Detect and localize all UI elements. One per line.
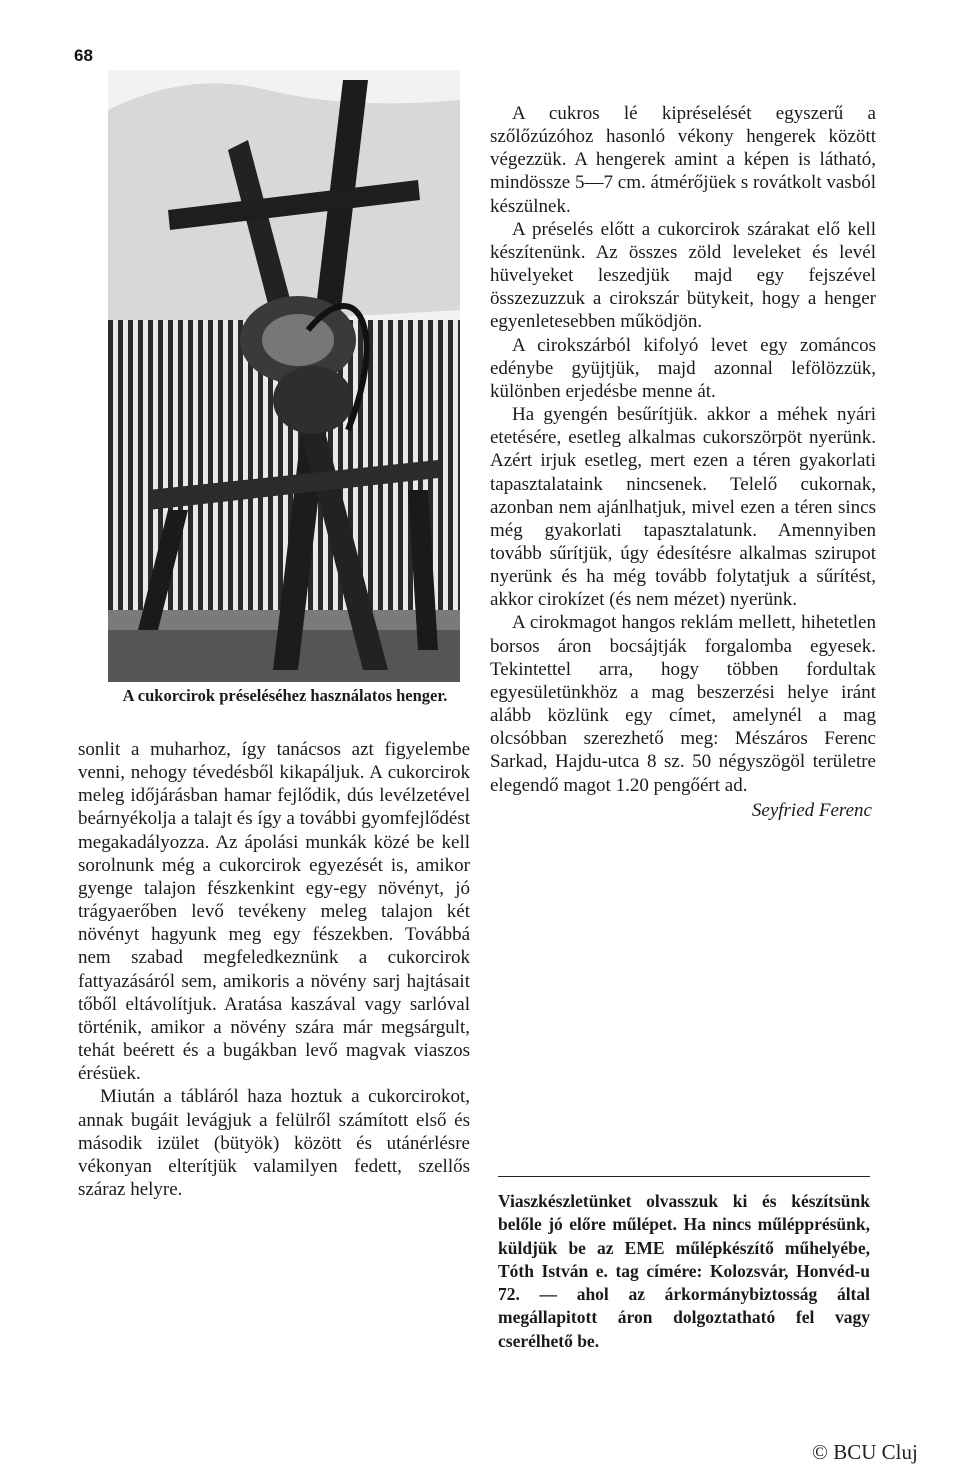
divider — [498, 1176, 870, 1177]
press-roller-illustration — [108, 70, 460, 682]
copyright-notice: © BCU Cluj — [812, 1440, 918, 1464]
paragraph: Miután a tábláról haza hoztuk a cukorcirokot, annak bugáit levágjuk a felülről számított első és második izület (bütyök) között és utánérlésre vékonyan elterítjük valamilyen fedett, szellős száraz helyre. — [78, 1086, 470, 1200]
page-number: 68 — [74, 46, 93, 65]
left-column — [78, 738, 470, 1201]
photo-caption: A cukorcirok préseléséhez használatos henger. — [122, 686, 448, 705]
author-signature: Seyfried Ferenc — [751, 799, 872, 821]
paragraph: A préselés előtt a cukorcirok szárakat elő kell készítenünk. Az összes zöld leveleket és levél hüvelyeket leszedjük majd egy fejszével összezuzzuk a cirokszár bütykeit, hogy a henger egyenletesebben működjön. — [490, 218, 876, 333]
paragraph: A cirokmagot hangos reklám mellett, hihetetlen borsos áron bocsájtják forgalomba egyesek. Tekintettel arra, hogy többen fordultak egyesületünkhöz a mag beszerzési helye iránt alább közlünk egy címet, amelynél a mag olcsóbban szerezhető meg: Mészáros Ferenc Sarkad, Hajdu-utca 8 sz. 50 négyszögöl területre elegendő magot 1.20 pengőért ad. — [490, 612, 876, 796]
beeswax-notice: Viaszkészletünket olvasszuk ki és készítsünk belőle jó előre műlépet. Ha nincs műlépprésünk, küldjük be az EME műlépkészítő műhelyébe, Tóth István e. tag címére: Kolozsvár, Honvéd-u 72. — ahol az árkormánybiztosság által megállapitott áron dolgoztatható fel vagy cserélhető be. — [498, 1191, 870, 1351]
paragraph: sonlit a muharhoz, így tanácsos azt figyelembe venni, nehogy tévedésből kikapáljuk. A cukorcirok meleg időjárásban hamar fejlődik, dús levélzetével beárnyékolja a talajt és így a további gyomfejlődést megakadályozza. Az ápolási munkák közé be kell sorolnunk még a cukorcirok egyezését is, amikor gyenge talajon fészkenkint egy-egy növényt, jó trágyaerőben levő tevékeny meleg talajon két növényt hagyunk meg egy fészekben. Továbbá nem szabad megfeledkeznünk a cukorcirok fattyazásáról sem, amikoris a növény sarj hajtásait tőből eltávolítjuk. Aratása kaszával vagy sarlóval történik, amikor a növény szára már megsárgult, tehát beérett és a bugákban levő magvak viaszos érésüek. — [78, 739, 471, 1085]
right-column — [490, 102, 876, 823]
paragraph: A cukros lé kipréselését egyszerű a szőlőzúzóhoz hasonló vékony hengerek között végezzük. A hengerek amint a képen is látható, mindössze 5—7 cm. átmérőjüek s rovátkolt vasból készülnek. — [490, 103, 876, 217]
press-roller-photo — [108, 70, 460, 682]
paragraph: A cirokszárból kifolyó levet egy zománcos edénybe gyüjtjük, majd azonnal lefölözzük, különben erjedésbe menne át. — [490, 334, 876, 402]
paragraph: Ha gyengén besűrítjük. akkor a méhek nyári etetésére, esetleg alkalmas cukorszörpöt nyerünk. Azért irjuk esetleg, mert ezen a téren gyakorlati tapasztalataink nincsenek. Telelő cukornak, azonban nem ajánlhatjuk, mivel ezen a téren sincs még gyakorlati tapasztalatunk. Amennyiben tovább sűrítjük, úgy édesítésre alkalmas szirupot nyerünk és ha még tovább folytatjuk a sűrítést, akkor cirokízet (és nem mézet) nyerünk. — [490, 404, 876, 611]
